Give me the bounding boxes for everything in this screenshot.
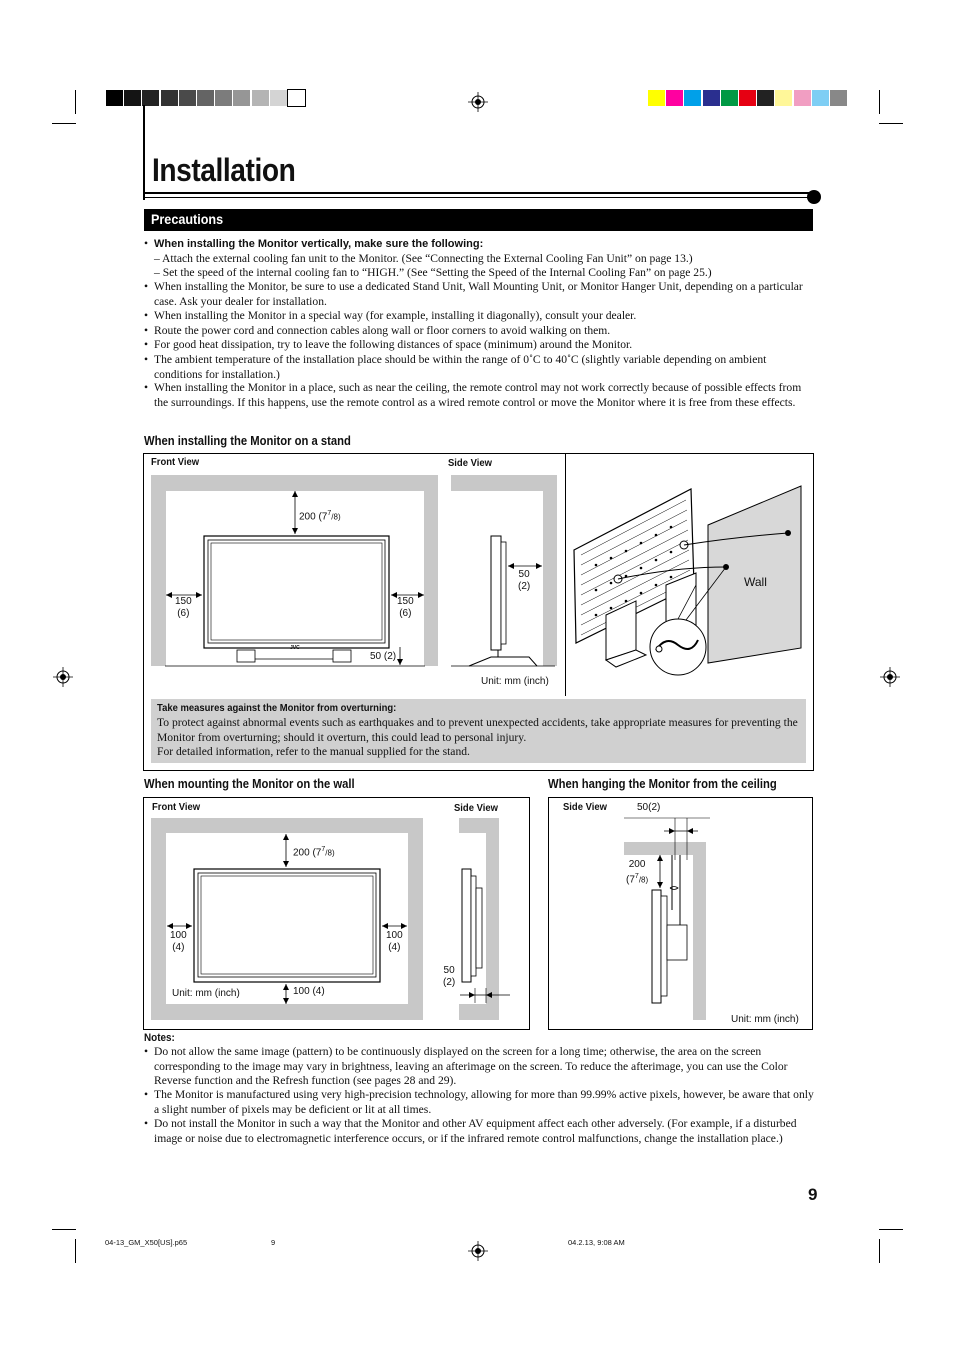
page-title: Installation [152, 152, 296, 188]
vertical-sub-1: – Attach the external cooling fan unit to the Monitor. (See “Connecting the External Cooling Fan Unit” on page 13.) [154, 252, 693, 265]
overturning-warning-text-2: For detailed information, refer to the manual supplied for the stand. [157, 745, 470, 758]
color-swatch [739, 90, 756, 106]
stand-top-dimension: 200 $(7^7/8)$ [299, 510, 341, 523]
title-left-rule [143, 105, 145, 200]
bullet-item: • The ambient temperature of the installation place should be within the range of 0˚C to 40˚C (slightly variable depending on ambient conditions for installation.) [144, 353, 767, 381]
stand-front-view-label: Front View [151, 456, 200, 468]
stand-unit-label: Unit: mm (inch) [481, 676, 549, 687]
title-underline [143, 192, 811, 194]
bullet-item: • For good heat dissipation, try to leave the following distances of space (minimum) around the Monitor. [144, 338, 633, 351]
color-swatch [124, 90, 141, 106]
ceiling-vertical-dimension: 200 $(7^7/8)$ [626, 859, 649, 886]
color-swatch [233, 90, 250, 106]
bullet-item: • Route the power cord and connection cables along wall or floor corners to avoid walking on them. [144, 324, 611, 337]
stand-side-view-label: Side View [448, 457, 492, 469]
registration-target-icon [468, 1241, 488, 1261]
stand-bottom-dimension: 50 (2) [370, 651, 397, 662]
color-swatch [288, 90, 305, 106]
note-item: • Do not allow the same image (pattern) to be continuously displayed on the screen for a long time; otherwise, the area on the screen corresponding to the image may vary in brightness, leaving an afterimage on the screen. To reduce the afterimage, you can use the Color Reverse function and the Refresh function (see pages 28 and 29). [144, 1045, 788, 1087]
ceiling-side-monitor-drawing [600, 800, 720, 1025]
wall-unit-label: Unit: mm (inch) [172, 988, 240, 999]
color-swatch [757, 90, 774, 106]
color-swatch [179, 90, 196, 106]
overturning-warning-text: To protect against abnormal events such as earthquakes and to prevent unexpected accidents, take appropriate measures for preventing the Monitor from overturning; should it overturn, this could lead to personal injury. [157, 716, 798, 744]
title-end-dot [807, 190, 821, 204]
registration-target-icon [880, 667, 900, 687]
bullet-vertical: • When installing the Monitor vertically, make sure the following: [144, 237, 814, 252]
page-number: 9 [808, 1185, 818, 1204]
wall-top-dimension: 200 $(7^7/8)$ [293, 846, 335, 859]
overturning-warning-title: Take measures against the Monitor from overturning: [157, 702, 397, 714]
footer-page: 9 [271, 1238, 276, 1247]
stand-front-monitor-drawing [151, 475, 441, 670]
color-swatch [721, 90, 738, 106]
wall-front-view-label: Front View [152, 801, 201, 813]
color-swatch [703, 90, 720, 106]
wall-right-dimension: 100 (4) [386, 930, 403, 953]
wall-heading: When mounting the Monitor on the wall [144, 777, 355, 791]
color-swatch [142, 90, 159, 106]
color-swatch [830, 90, 847, 106]
precautions-heading: Precautions [151, 211, 224, 227]
color-swatch [775, 90, 792, 106]
stand-side-dimension: 50 (2) [518, 569, 531, 592]
bullet-item: • When installing the Monitor in a special way (for example, installing it diagonally), consult your dealer. [144, 309, 637, 322]
footer-file-name: 04-13_GM_X50[US].p65 [105, 1238, 188, 1247]
note-item: • Do not install the Monitor in such a way that the Monitor and other AV equipment affect each other adversely. (For example, if a disturbed image or noise due to electromagnetic interference occurs, or if the infrared remote control malfunctions, change the installation place.) [144, 1117, 797, 1145]
color-swatch [197, 90, 214, 106]
wall-label: Wall [744, 575, 767, 589]
stand-right-dimension: 150 (6) [397, 596, 414, 619]
bullet-item: • When installing the Monitor, be sure to use a dedicated Stand Unit, Wall Mounting Unit, or Monitor Hanger Unit, depending on a particular case. Ask your dealer for installation. [144, 280, 803, 308]
ceiling-top-dimension: 50(2) [637, 802, 661, 813]
stand-left-dimension: 150 (6) [175, 596, 192, 619]
title-underline-thin [143, 197, 811, 198]
wall-left-dimension: 100 (4) [170, 930, 187, 953]
vertical-sub-2: – Set the speed of the internal cooling fan to “HIGH.” (See “Setting the Speed of the Internal Cooling Fan” on page 25.) [154, 266, 712, 279]
color-swatch [252, 90, 269, 106]
color-swatch [684, 90, 701, 106]
stand-heading: When installing the Monitor on a stand [144, 434, 351, 448]
registration-target-icon [53, 667, 73, 687]
wall-bottom-dimension: 100 (4) [293, 986, 325, 997]
stand-anchoring-illustration [566, 455, 811, 695]
color-swatch [106, 90, 123, 106]
wall-side-dimension: 50 (2) [443, 965, 456, 988]
stand-side-monitor-drawing [451, 475, 561, 670]
wall-side-monitor-drawing [440, 818, 520, 1023]
color-swatch [666, 90, 683, 106]
precautions-header-bar [144, 209, 813, 231]
bullet-item: • When installing the Monitor in a place, such as near the ceiling, the remote control may not work correctly because of possible effects from the surroundings. If this happens, use the remote control as a wired remote control or move the Monitor where it is free from these effects. [144, 381, 802, 409]
color-swatch [648, 90, 665, 106]
registration-target-icon [468, 92, 488, 112]
color-swatch [215, 90, 232, 106]
wall-side-view-label: Side View [454, 802, 498, 814]
footer-date: 04.2.13, 9:08 AM [568, 1238, 625, 1247]
color-swatch [812, 90, 829, 106]
vertical-heading: When installing the Monitor vertically, make sure the following: [154, 238, 484, 250]
color-swatch [794, 90, 811, 106]
notes-heading: Notes: [144, 1032, 175, 1044]
note-item: • The Monitor is manufactured using very high-precision technology, allowing for more than 99.99% active pixels, however, be aware that only a slight number of pixels may be deficient or lit at all times. [144, 1088, 814, 1116]
color-swatch [161, 90, 178, 106]
ceiling-heading: When hanging the Monitor from the ceiling [548, 777, 777, 791]
ceiling-unit-label: Unit: mm (inch) [731, 1014, 799, 1025]
brand-logo: JVC [290, 645, 300, 651]
ceiling-side-view-label: Side View [563, 801, 607, 813]
color-swatch [270, 90, 287, 106]
